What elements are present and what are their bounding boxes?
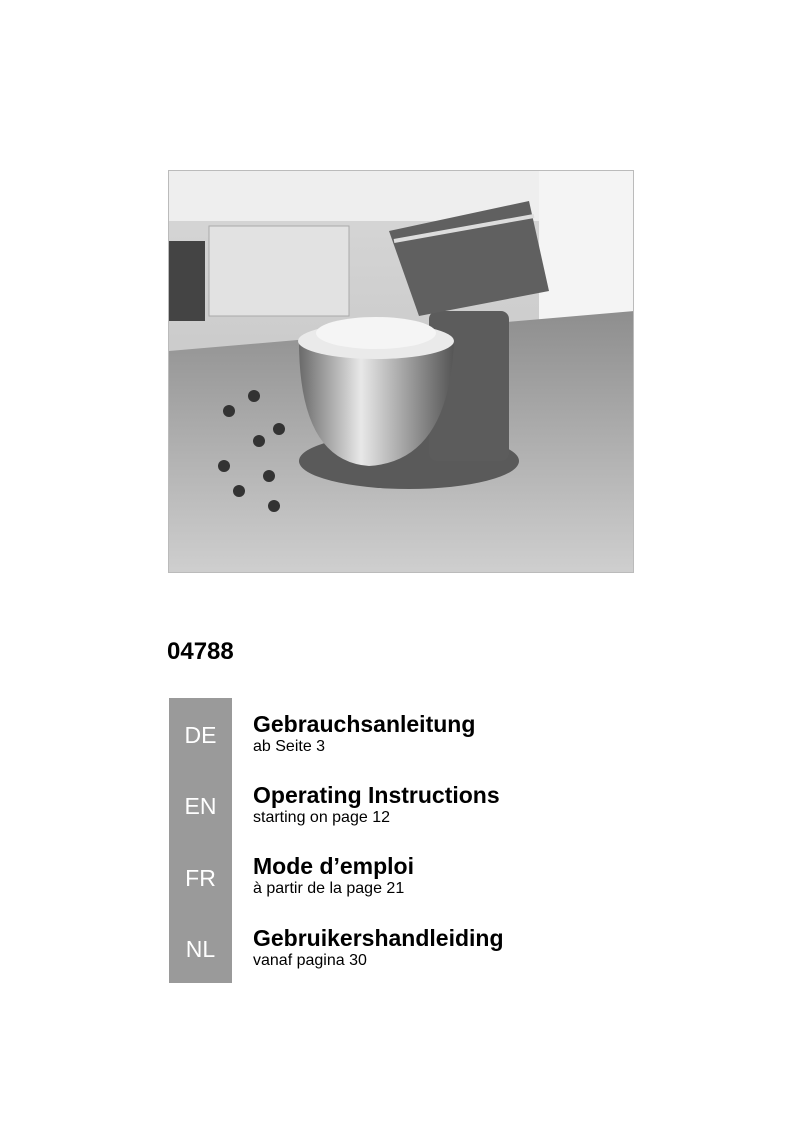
language-entry-nl (253, 925, 504, 971)
language-entry-de (253, 711, 475, 757)
entry-subtitle: vanaf pagina 30 (253, 952, 367, 969)
entry-subtitle: à partir de la page 21 (253, 880, 405, 897)
entry-title: Mode d’emploi (253, 853, 414, 879)
entry-subtitle: ab Seite 3 (253, 738, 326, 755)
language-code-de: DE (184, 722, 217, 748)
language-entry-fr (253, 853, 414, 899)
language-entry-en (253, 782, 500, 828)
language-code-en: EN (184, 793, 217, 819)
entry-title: Operating Instructions (253, 782, 500, 808)
model-number: 04788 (167, 638, 234, 665)
entry-title: Gebruikershandleiding (253, 925, 504, 951)
language-code-nl: NL (185, 936, 216, 962)
language-code-fr: FR (185, 865, 216, 891)
entry-subtitle: starting on page 12 (253, 809, 390, 826)
entry-title: Gebrauchsanleitung (253, 711, 476, 737)
cover-photo-stand-mixer (168, 170, 634, 573)
language-bar (169, 698, 232, 983)
